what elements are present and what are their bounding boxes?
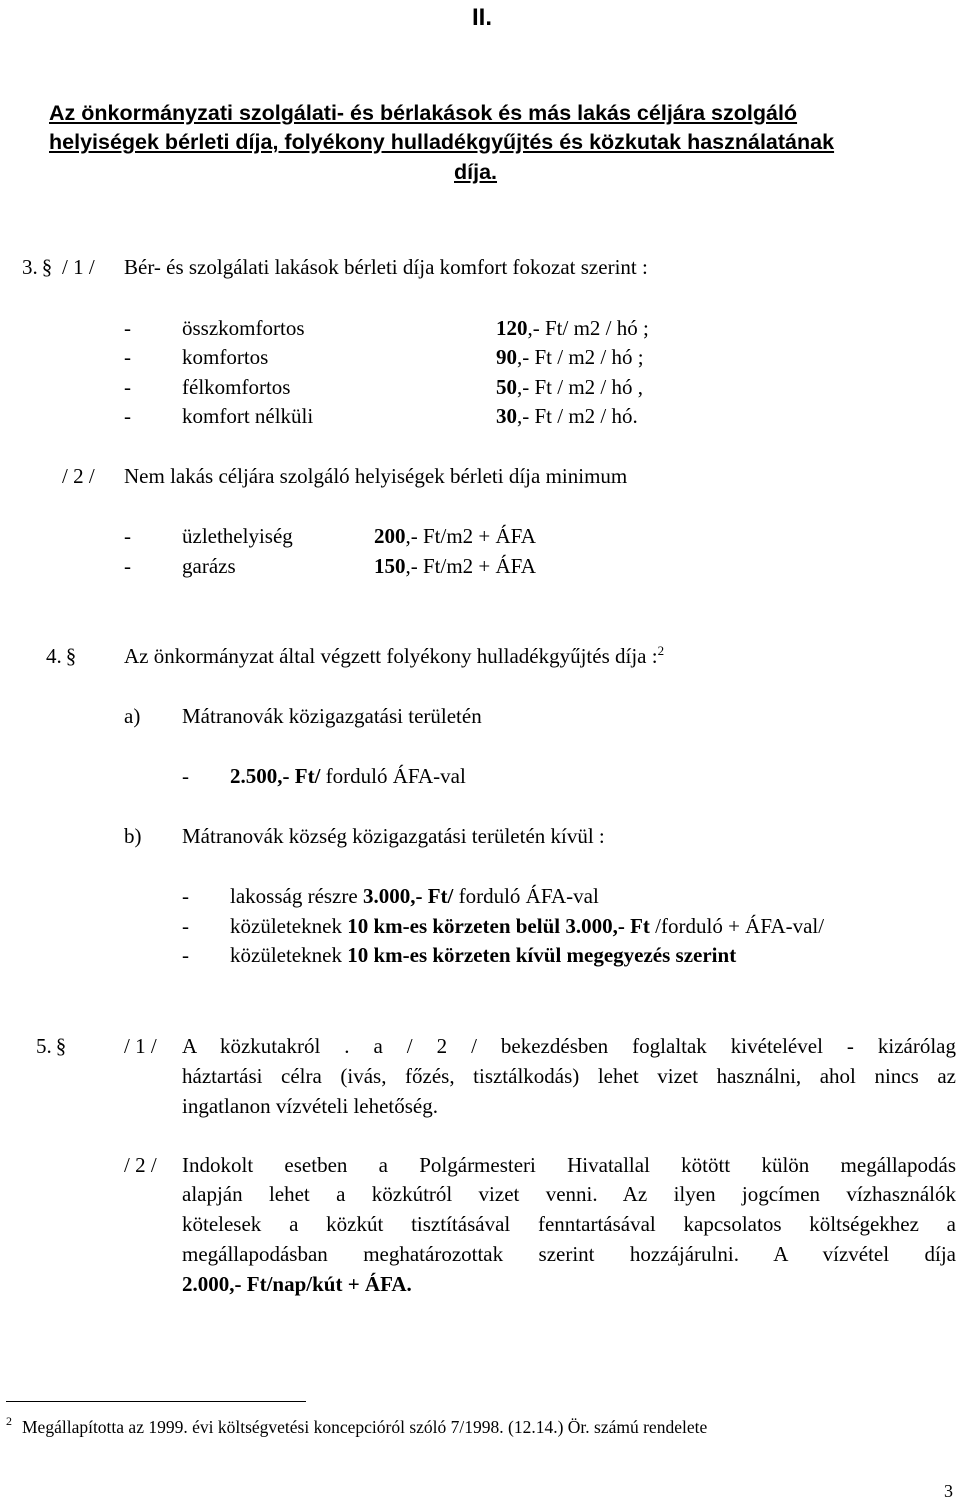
rate-label: komfortos	[182, 345, 269, 369]
section-5-paragraph-1-line: A közkutakról . a / 2 / bekezdésben foglaltak kivételével - kizárólag	[182, 1034, 956, 1058]
rate-value: 150,- Ft/m2 + ÁFA	[374, 554, 536, 578]
list-dash: -	[124, 375, 131, 399]
section-5-paragraph-2-line: megállapodásban meghatározottak szerint hozzájárulni. A vízvétel díja	[182, 1242, 956, 1266]
item-b-fee-residents: lakosság részre 3.000,- Ft/ forduló ÁFA-val	[230, 884, 599, 908]
item-a-label: a)	[124, 704, 141, 728]
footnote-number: 2	[6, 1414, 12, 1428]
item-a-text: Mátranovák közigazgatási területén	[182, 704, 482, 728]
list-dash: -	[182, 914, 189, 938]
footnote-text: Megállapította az 1999. évi költségvetési koncepcióról szóló 7/1998. (12.14.) Ör. számú rendelete	[22, 1417, 708, 1437]
rate-value: 120,- Ft/ m2 / hó ;	[496, 316, 649, 340]
rate-value: 200,- Ft/m2 + ÁFA	[374, 524, 536, 548]
item-b-text: Mátranovák község közigazgatási területén kívül :	[182, 824, 605, 848]
section-5-paragraph-2-line: alapján lehet a közkútról vizet venni. Az ilyen jogcímen vízhasználók	[182, 1182, 956, 1206]
water-fee: 2.000,- Ft/nap/kút + ÁFA.	[182, 1272, 412, 1296]
section-5-paragraph-1-line: háztartási célra (ivás, főzés, tisztálkodás) lehet vizet használni, ahol nincs az	[182, 1064, 956, 1088]
rate-value: 30,- Ft / m2 / hó.	[496, 404, 638, 428]
section-3-paragraph-1-marker: / 1 /	[62, 255, 95, 279]
list-dash: -	[124, 316, 131, 340]
section-4-heading: Az önkormányzat által végzett folyékony hulladékgyűjtés díja :$^2$	[124, 643, 665, 668]
section-3-paragraph-2-heading: Nem lakás céljára szolgáló helyiségek bérleti díja minimum	[124, 464, 628, 488]
section-5-paragraph-2-line: Indokolt esetben a Polgármesteri Hivatallal kötött külön megállapodás	[182, 1153, 956, 1177]
section-3-paragraph-2-marker: / 2 /	[62, 464, 95, 488]
list-dash: -	[124, 345, 131, 369]
list-dash: -	[124, 524, 131, 548]
title-line-2: helyiségek bérleti díja, folyékony hulladékgyűjtés és közkutak használatának	[49, 130, 835, 154]
rate-label: félkomfortos	[182, 375, 291, 399]
footnote-separator	[6, 1401, 306, 1402]
rate-label: garázs	[182, 554, 236, 578]
title-line-1: Az önkormányzati szolgálati- és bérlakások és más lakás céljára szolgáló	[49, 101, 798, 125]
list-dash: -	[182, 764, 189, 788]
rate-value: 50,- Ft / m2 / hó ,	[496, 375, 644, 399]
page-number: 3	[944, 1481, 953, 1501]
rate-label: komfort nélküli	[182, 404, 314, 428]
section-5-paragraph-1-line: ingatlanon vízvételi lehetőség.	[182, 1094, 438, 1118]
rate-label: összkomfortos	[182, 316, 305, 340]
section-4-number: 4. §	[46, 644, 77, 668]
item-b-label: b)	[124, 824, 142, 848]
rate-value: 90,- Ft / m2 / hó ;	[496, 345, 644, 369]
item-b-fee-institutions-outside: közületeknek 10 km-es körzeten kívül megegyezés szerint	[230, 943, 737, 967]
section-3-paragraph-1-heading: Bér- és szolgálati lakások bérleti díja komfort fokozat szerint :	[124, 255, 648, 279]
list-dash: -	[182, 884, 189, 908]
section-3-number: 3. §	[22, 255, 53, 279]
rate-label: üzlethelyiség	[182, 524, 293, 548]
list-dash: -	[124, 404, 131, 428]
section-roman-numeral: II.	[472, 4, 493, 31]
section-5-paragraph-1-marker: / 1 /	[124, 1034, 157, 1058]
footnote-ref: 2	[657, 643, 665, 658]
section-5-number: 5. §	[36, 1034, 67, 1058]
item-a-fee: 2.500,- Ft/ forduló ÁFA-val	[230, 764, 466, 788]
title-line-3: díja.	[454, 160, 498, 184]
section-5-paragraph-2-marker: / 2 /	[124, 1153, 157, 1177]
list-dash: -	[182, 943, 189, 967]
section-5-paragraph-2-line: kötelesek a közkút tisztításával fenntartásával kapcsolatos költségekhez a	[182, 1212, 956, 1236]
item-b-fee-institutions-inside: közületeknek 10 km-es körzeten belül 3.000,- Ft /forduló + ÁFA-val/	[230, 914, 825, 938]
list-dash: -	[124, 554, 131, 578]
